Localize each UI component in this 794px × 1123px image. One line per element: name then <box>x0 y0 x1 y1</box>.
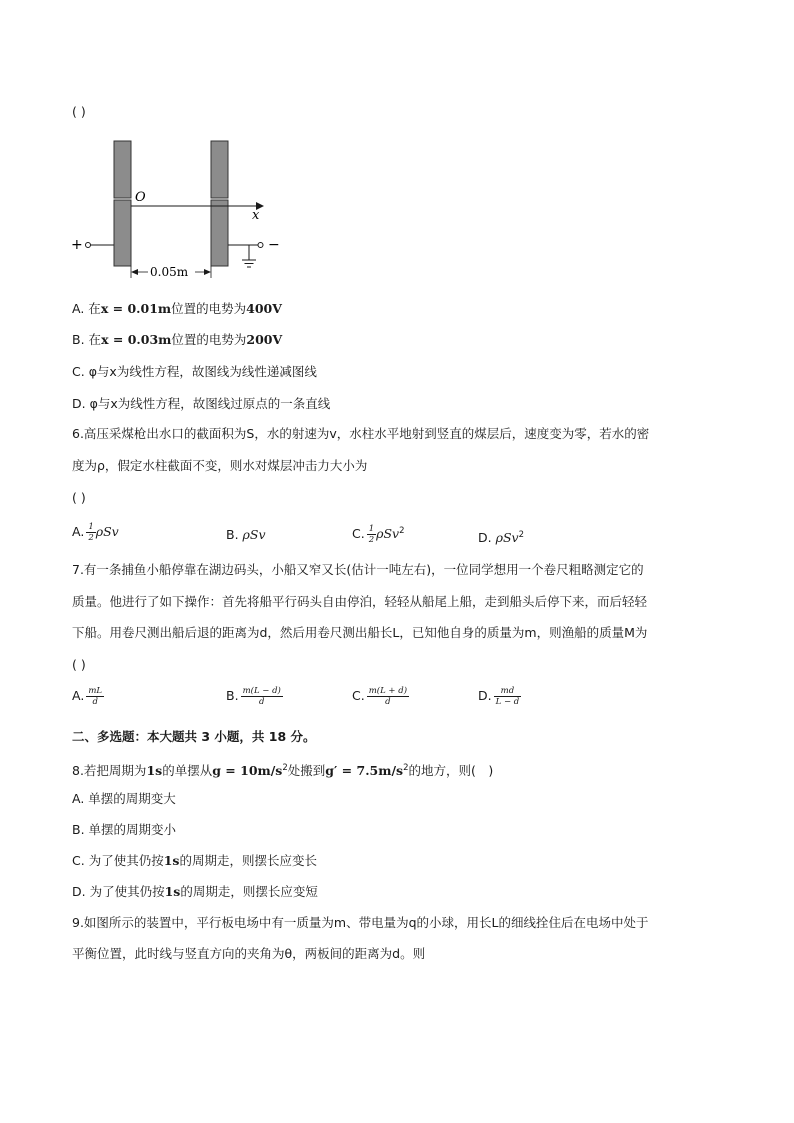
q7-option-a: A. $\frac{mL}{d}$ <box>72 686 103 707</box>
q7-stem-line1: 7.有一条捕鱼小船停靠在湖边码头，小船又窄又长(估计一吨左右)，一位同学想用一个卷尺粗略测定它的 <box>72 562 644 577</box>
left-lower-plate <box>114 200 131 266</box>
right-upper-plate <box>211 141 228 198</box>
plus-label: + <box>71 237 83 253</box>
q6-option-a: A. $\frac{1}{2}$ ρSv <box>72 522 119 543</box>
q5-option-a: A. 在x = 0.01m位置的电势为400V <box>72 301 282 316</box>
q6-option-c: C. $\frac{1}{2}$ ρSv$^2$ <box>352 524 405 546</box>
q8-option-a: A. 单摆的周期变大 <box>72 791 176 806</box>
q7-stem-line3: 下船。用卷尺测出船后退的距离为d，然后用卷尺测出船长L，已知他自身的质量为m，则渔船的质量M为 <box>72 625 648 640</box>
q6-stem-line2: 度为ρ，假定水柱截面不变，则水对煤层冲击力大小为 <box>72 458 368 473</box>
q7-option-b: B. $\frac{m(L - d)}{d}$ <box>226 686 281 707</box>
q8-option-b: B. 单摆的周期变小 <box>72 822 177 837</box>
right-terminal <box>258 243 263 248</box>
q5-option-d: D. φ与x为线性方程，故图线过原点的一条直线 <box>72 396 331 411</box>
right-lower-plate <box>211 200 228 266</box>
capacitor-plates-figure <box>68 138 283 288</box>
q7-stem-line2: 质量。他进行了如下操作：首先将船平行码头自由停泊，轻轻从船尾上船，走到船头后停下来，而后轻轻 <box>72 594 648 609</box>
left-upper-plate <box>114 141 131 198</box>
section-heading: 二、多选题：本大题共 3 小题，共 18 分。 <box>72 729 316 744</box>
q8-option-d: D. 为了使其仍按1s的周期走，则摆长应变短 <box>72 884 318 899</box>
left-terminal <box>86 243 91 248</box>
q5-option-b: B. 在x = 0.03m位置的电势为200V <box>72 332 283 347</box>
q5-blank: ( ) <box>72 104 86 119</box>
q6-stem-line1: 6.高压采煤枪出水口的截面积为S，水的射速为v，水柱水平地射到竖直的煤层后，速度变为零，若水的密 <box>72 426 650 441</box>
x-axis-label: x <box>252 208 260 223</box>
q8-stem: 8.若把周期为1s的单摆从$g = 10m/s^2$处搬到$g' = 7.5m/s^2$的地方，则( ) <box>72 763 494 779</box>
q6-blank: ( ) <box>72 490 86 505</box>
q9-stem-line2: 平衡位置，此时线与竖直方向的夹角为θ，两板间的距离为d。则 <box>72 946 426 961</box>
q9-stem-line1: 9.如图所示的装置中，平行板电场中有一质量为m、带电量为q的小球，用长L的细线拴住后在电场中处于 <box>72 915 649 930</box>
q6-option-d: D. ρSv$^2$ <box>478 530 524 546</box>
q5-option-c: C. φ与x为线性方程，故图线为线性递减图线 <box>72 364 317 379</box>
gap-label: 0.05m <box>150 265 189 279</box>
q6-option-b: B. ρSv <box>226 527 266 542</box>
origin-label: O <box>135 190 146 205</box>
minus-label: − <box>268 237 280 253</box>
q7-blank: ( ) <box>72 657 86 672</box>
q7-option-d: D. $\frac{md}{L - d}$ <box>478 686 520 707</box>
q8-option-c: C. 为了使其仍按1s的周期走，则摆长应变长 <box>72 853 317 868</box>
q7-option-c: C. $\frac{m(L + d)}{d}$ <box>352 686 408 707</box>
